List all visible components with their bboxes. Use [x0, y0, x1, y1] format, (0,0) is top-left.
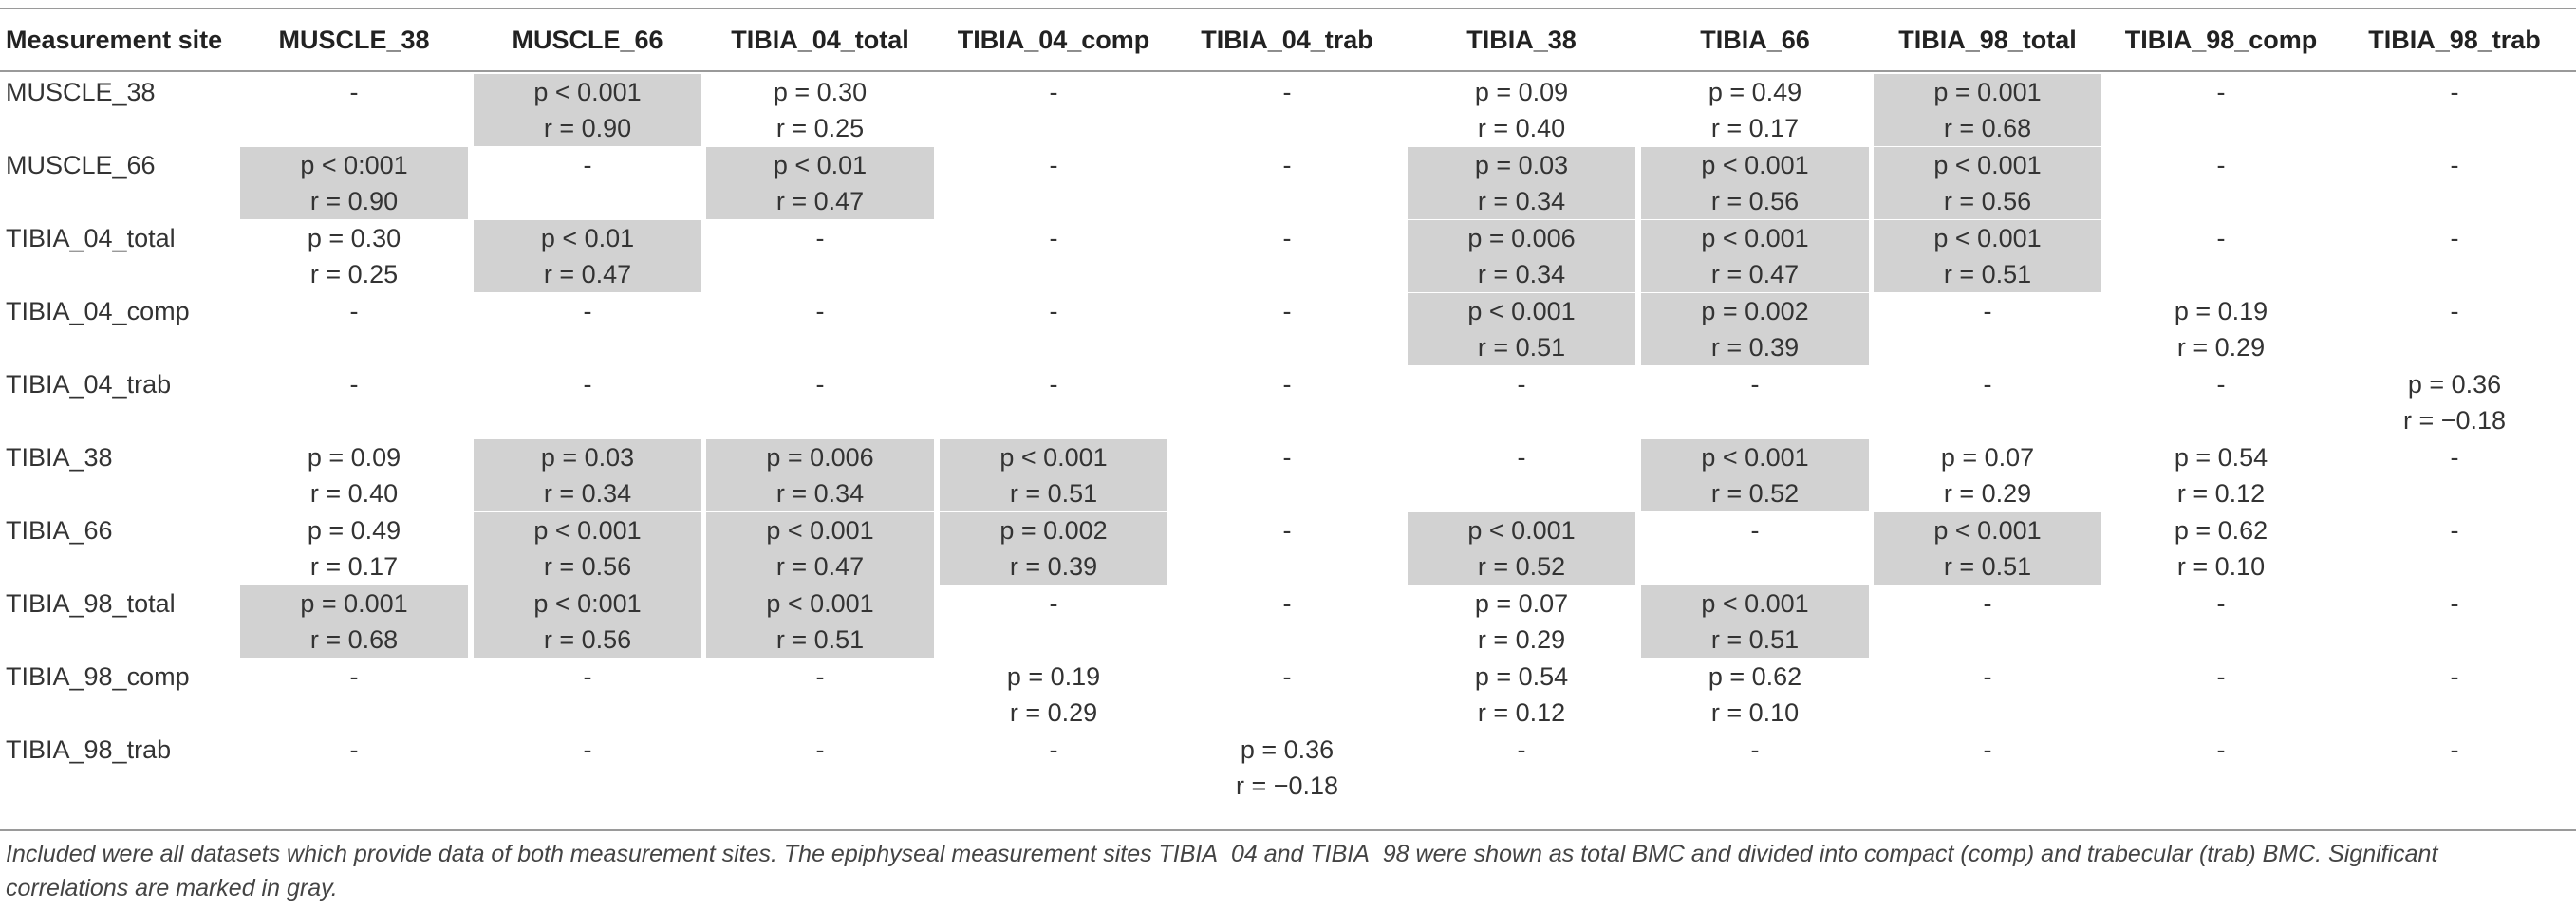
table-cell: [1173, 585, 1401, 658]
p-value: p < 0.001: [766, 516, 874, 545]
table-cell: [1874, 366, 2101, 438]
r-value: r = −0.18: [1235, 771, 1339, 800]
table-cell: [1173, 366, 1401, 438]
table-cell: [706, 293, 934, 365]
table-cell: [240, 512, 468, 585]
p-value: p = 0.30: [773, 78, 868, 106]
table-cell: [1408, 74, 1635, 146]
p-value: p < 0.001: [1933, 224, 2042, 252]
significant-cell: [1874, 512, 2101, 585]
row-label: MUSCLE_38: [6, 78, 156, 106]
p-value: -: [815, 224, 825, 252]
r-value: r = 0.10: [2176, 552, 2266, 581]
r-value: r = 0.56: [543, 552, 632, 581]
significant-cell: [1874, 74, 2101, 146]
table-cell: [2341, 659, 2568, 731]
r-value: r = 0.34: [543, 479, 632, 508]
row-label: TIBIA_04_comp: [6, 297, 190, 325]
header-tibia-38: TIBIA_38: [1466, 26, 1577, 54]
table-cell: [240, 293, 468, 365]
r-value: r = 0.39: [1710, 333, 1800, 362]
r-value: r = 0.51: [1477, 333, 1566, 362]
table-cell: [940, 732, 1167, 804]
r-value: r = 0.51: [775, 625, 865, 654]
p-value: -: [583, 151, 592, 179]
p-value: -: [1049, 224, 1058, 252]
p-value: -: [815, 735, 825, 764]
header-muscle-66: MUSCLE_66: [512, 26, 663, 54]
row-label: MUSCLE_66: [6, 151, 156, 179]
row-label: TIBIA_98_comp: [6, 662, 190, 691]
r-value: r = 0.52: [1710, 479, 1800, 508]
significant-cell: [1408, 147, 1635, 219]
table-cell: [1173, 220, 1401, 292]
p-value: -: [349, 370, 359, 399]
significant-cell: [940, 512, 1167, 585]
row-label: TIBIA_98_trab: [6, 735, 172, 764]
table-bottom-rule: [0, 829, 2576, 831]
table-cell: [240, 74, 468, 146]
p-value: -: [1049, 297, 1058, 325]
p-value: -: [2216, 370, 2226, 399]
header-tibia-98-trab: TIBIA_98_trab: [2368, 26, 2541, 54]
table-cell: [2107, 439, 2335, 511]
r-value: r = 0.12: [1477, 698, 1566, 727]
p-value: p < 0.001: [1701, 443, 1809, 472]
p-value: p < 0.001: [1467, 516, 1576, 545]
significant-cell: [474, 439, 701, 511]
significant-cell: [1641, 220, 1869, 292]
table-cell: [474, 659, 701, 731]
table-cell: [1173, 147, 1401, 219]
p-value: p = 0.03: [540, 443, 635, 472]
table-cell: [474, 293, 701, 365]
p-value: -: [2450, 516, 2459, 545]
table-cell: [1408, 585, 1635, 658]
p-value: -: [1983, 662, 1992, 691]
r-value: r = 0.47: [775, 187, 865, 215]
table-cell: [706, 659, 934, 731]
r-value: r = 0.10: [1710, 698, 1800, 727]
p-value: p = 0.19: [2174, 297, 2268, 325]
p-value: p = 0.002: [999, 516, 1108, 545]
significant-cell: [1641, 439, 1869, 511]
p-value: -: [1282, 589, 1292, 618]
r-value: r = 0.29: [1009, 698, 1098, 727]
p-value: p < 0.001: [533, 78, 642, 106]
table-cell: [474, 147, 701, 219]
r-value: r = 0.51: [1009, 479, 1098, 508]
table-cell: [940, 220, 1167, 292]
p-value: -: [349, 662, 359, 691]
significant-cell: [1641, 147, 1869, 219]
p-value: -: [349, 297, 359, 325]
r-value: r = −0.18: [2402, 406, 2507, 435]
table-cell: [1874, 439, 2101, 511]
p-value: -: [815, 370, 825, 399]
p-value: p = 0.001: [1933, 78, 2042, 106]
p-value: p < 0:001: [300, 151, 408, 179]
p-value: p < 0:001: [533, 589, 642, 618]
row-label: TIBIA_04_trab: [6, 370, 172, 399]
r-value: r = 0.39: [1009, 552, 1098, 581]
p-value: p < 0.001: [1701, 151, 1809, 179]
table-cell: [240, 732, 468, 804]
r-value: r = 0.34: [1477, 187, 1566, 215]
table-cell: [2341, 732, 2568, 804]
p-value: -: [1983, 589, 1992, 618]
p-value: p < 0.001: [1933, 516, 2042, 545]
table-cell: [1173, 439, 1401, 511]
r-value: r = 0.56: [543, 625, 632, 654]
significant-cell: [1641, 293, 1869, 365]
significant-cell: [1641, 585, 1869, 658]
p-value: -: [1282, 151, 1292, 179]
table-cell: [2107, 220, 2335, 292]
p-value: p = 0.002: [1701, 297, 1809, 325]
p-value: p = 0.001: [300, 589, 408, 618]
significant-cell: [940, 439, 1167, 511]
r-value: r = 0.29: [1943, 479, 2032, 508]
p-value: p < 0.001: [533, 516, 642, 545]
p-value: -: [2450, 589, 2459, 618]
p-value: -: [815, 297, 825, 325]
header-tibia-66: TIBIA_66: [1700, 26, 1810, 54]
p-value: -: [815, 662, 825, 691]
table-cell: [2107, 74, 2335, 146]
p-value: p = 0.49: [1708, 78, 1802, 106]
p-value: -: [1282, 516, 1292, 545]
table-cell: [1408, 659, 1635, 731]
table-cell: [2107, 293, 2335, 365]
r-value: r = 0.90: [543, 114, 632, 142]
table-cell: [940, 147, 1167, 219]
r-value: r = 0.51: [1943, 552, 2032, 581]
r-value: r = 0.52: [1477, 552, 1566, 581]
p-value: -: [583, 370, 592, 399]
r-value: r = 0.34: [1477, 260, 1566, 288]
p-value: -: [2450, 735, 2459, 764]
significant-cell: [1408, 293, 1635, 365]
table-cell: [2341, 74, 2568, 146]
p-value: p = 0.07: [1940, 443, 2035, 472]
r-value: r = 0.90: [309, 187, 399, 215]
p-value: -: [1282, 370, 1292, 399]
p-value: p = 0.07: [1474, 589, 1569, 618]
p-value: -: [1049, 735, 1058, 764]
p-value: -: [1049, 78, 1058, 106]
p-value: p < 0.001: [1933, 151, 2042, 179]
p-value: -: [1517, 443, 1526, 472]
p-value: p = 0.54: [1474, 662, 1569, 691]
table-cell: [940, 659, 1167, 731]
p-value: -: [2450, 662, 2459, 691]
header-tibia-04-comp: TIBIA_04_comp: [957, 26, 1150, 54]
p-value: -: [2216, 589, 2226, 618]
p-value: p = 0.30: [307, 224, 401, 252]
table-cell: [706, 732, 934, 804]
p-value: p = 0.19: [1006, 662, 1101, 691]
p-value: -: [583, 662, 592, 691]
table-cell: [2107, 512, 2335, 585]
table-cell: [2341, 293, 2568, 365]
table-cell: [2341, 147, 2568, 219]
table-cell: [706, 366, 934, 438]
table-cell: [1641, 512, 1869, 585]
table-cell: [2107, 147, 2335, 219]
p-value: p = 0.09: [1474, 78, 1569, 106]
table-cell: [2107, 366, 2335, 438]
r-value: r = 0.56: [1710, 187, 1800, 215]
p-value: p = 0.49: [307, 516, 401, 545]
p-value: p < 0.01: [773, 151, 868, 179]
r-value: r = 0.51: [1710, 625, 1800, 654]
table-cell: [940, 74, 1167, 146]
table-cell: [1641, 732, 1869, 804]
p-value: p = 0.03: [1474, 151, 1569, 179]
p-value: -: [1517, 370, 1526, 399]
r-value: r = 0.56: [1943, 187, 2032, 215]
p-value: p = 0.62: [2174, 516, 2268, 545]
significant-cell: [1874, 220, 2101, 292]
p-value: -: [1282, 297, 1292, 325]
table-cell: [2341, 512, 2568, 585]
p-value: p = 0.006: [1467, 224, 1576, 252]
p-value: -: [2450, 78, 2459, 106]
significant-cell: [240, 147, 468, 219]
header-tibia-98-total: TIBIA_98_total: [1898, 26, 2077, 54]
p-value: -: [2450, 297, 2459, 325]
significant-cell: [240, 585, 468, 658]
table-top-rule: [0, 8, 2576, 9]
table-cell: [1641, 74, 1869, 146]
table-cell: [1874, 732, 2101, 804]
table-cell: [1173, 293, 1401, 365]
p-value: p < 0.01: [540, 224, 635, 252]
table-cell: [706, 74, 934, 146]
table-cell: [1874, 659, 2101, 731]
table-cell: [2341, 585, 2568, 658]
p-value: -: [349, 78, 359, 106]
significant-cell: [474, 512, 701, 585]
p-value: p < 0.001: [766, 589, 874, 618]
r-value: r = 0.12: [2176, 479, 2266, 508]
r-value: r = 0.68: [309, 625, 399, 654]
table-cell: [1874, 293, 2101, 365]
p-value: -: [1750, 735, 1760, 764]
table-cell: [2107, 659, 2335, 731]
significant-cell: [474, 220, 701, 292]
r-value: r = 0.47: [543, 260, 632, 288]
significant-cell: [706, 147, 934, 219]
p-value: -: [1282, 443, 1292, 472]
p-value: -: [2450, 151, 2459, 179]
p-value: p = 0.36: [1240, 735, 1335, 764]
table-cell: [2107, 732, 2335, 804]
significant-cell: [1408, 512, 1635, 585]
table-cell: [1173, 659, 1401, 731]
p-value: -: [1983, 297, 1992, 325]
p-value: -: [1983, 370, 1992, 399]
r-value: r = 0.25: [775, 114, 865, 142]
r-value: r = 0.40: [1477, 114, 1566, 142]
p-value: -: [1983, 735, 1992, 764]
table-cell: [2107, 585, 2335, 658]
header-tibia-04-trab: TIBIA_04_trab: [1201, 26, 1373, 54]
header-tibia-98-comp: TIBIA_98_comp: [2124, 26, 2318, 54]
p-value: -: [1049, 151, 1058, 179]
p-value: -: [2216, 224, 2226, 252]
table-cell: [1641, 659, 1869, 731]
significant-cell: [706, 585, 934, 658]
header-measurement-site: Measurement site: [6, 26, 223, 54]
table-cell: [2341, 220, 2568, 292]
r-value: r = 0.47: [1710, 260, 1800, 288]
table-cell: [474, 732, 701, 804]
p-value: -: [1049, 589, 1058, 618]
row-label: TIBIA_66: [6, 516, 113, 545]
significant-cell: [706, 439, 934, 511]
r-value: r = 0.40: [309, 479, 399, 508]
significant-cell: [1874, 147, 2101, 219]
table-cell: [1408, 366, 1635, 438]
p-value: p < 0.001: [1467, 297, 1576, 325]
table-cell: [240, 439, 468, 511]
significant-cell: [474, 74, 701, 146]
significant-cell: [474, 585, 701, 658]
p-value: p = 0.62: [1708, 662, 1802, 691]
table-header-rule: [0, 70, 2576, 72]
table-cell: [1874, 585, 2101, 658]
row-label: TIBIA_04_total: [6, 224, 176, 252]
p-value: -: [1750, 516, 1760, 545]
p-value: -: [1282, 662, 1292, 691]
p-value: p < 0.001: [1701, 224, 1809, 252]
r-value: r = 0.29: [2176, 333, 2266, 362]
table-cell: [940, 585, 1167, 658]
p-value: -: [2450, 443, 2459, 472]
table-cell: [2341, 366, 2568, 438]
p-value: -: [1282, 224, 1292, 252]
p-value: -: [2216, 735, 2226, 764]
header-tibia-04-total: TIBIA_04_total: [731, 26, 909, 54]
table-cell: [2341, 439, 2568, 511]
table-cell: [940, 366, 1167, 438]
p-value: p = 0.006: [766, 443, 874, 472]
r-value: r = 0.68: [1943, 114, 2032, 142]
p-value: -: [1517, 735, 1526, 764]
p-value: p = 0.09: [307, 443, 401, 472]
p-value: -: [2216, 78, 2226, 106]
header-muscle-38: MUSCLE_38: [278, 26, 430, 54]
table-cell: [240, 220, 468, 292]
table-cell: [1173, 512, 1401, 585]
row-label: TIBIA_38: [6, 443, 113, 472]
r-value: r = 0.17: [309, 552, 399, 581]
significant-cell: [706, 512, 934, 585]
p-value: -: [1750, 370, 1760, 399]
p-value: -: [2216, 662, 2226, 691]
table-cell: [474, 366, 701, 438]
p-value: -: [2450, 224, 2459, 252]
r-value: r = 0.51: [1943, 260, 2032, 288]
r-value: r = 0.34: [775, 479, 865, 508]
table-cell: [1408, 732, 1635, 804]
table-cell: [940, 293, 1167, 365]
p-value: p < 0.001: [999, 443, 1108, 472]
p-value: -: [1282, 78, 1292, 106]
row-label: TIBIA_98_total: [6, 589, 176, 618]
p-value: p = 0.36: [2407, 370, 2502, 399]
table-footnote: Included were all datasets which provide data of both measurement sites. The epiphyseal measurement sites TIBIA_04 and TIBIA_98 were shown as total BMC and divided into compact (comp) and trabecular (trab) BMC. Significant correlations are marked in gray.: [6, 841, 2438, 901]
p-value: -: [583, 297, 592, 325]
table-cell: [1173, 732, 1401, 804]
r-value: r = 0.47: [775, 552, 865, 581]
p-value: -: [2216, 151, 2226, 179]
table-cell: [706, 220, 934, 292]
p-value: p = 0.54: [2174, 443, 2268, 472]
table-cell: [240, 659, 468, 731]
table-cell: [1641, 366, 1869, 438]
table-cell: [240, 366, 468, 438]
r-value: r = 0.17: [1710, 114, 1800, 142]
table-cell: [1173, 74, 1401, 146]
p-value: p < 0.001: [1701, 589, 1809, 618]
table-cell: [1408, 439, 1635, 511]
r-value: r = 0.25: [309, 260, 399, 288]
p-value: -: [349, 735, 359, 764]
p-value: -: [1049, 370, 1058, 399]
r-value: r = 0.29: [1477, 625, 1566, 654]
p-value: -: [583, 735, 592, 764]
significant-cell: [1408, 220, 1635, 292]
